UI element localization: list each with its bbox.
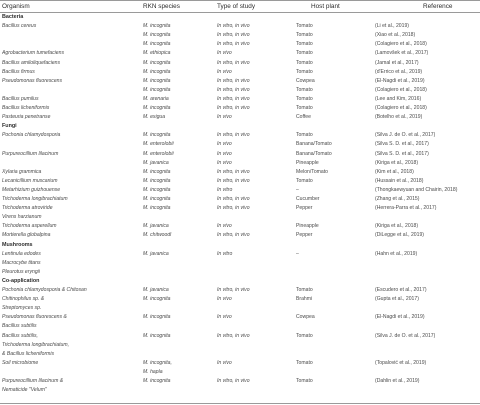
cell-host-plant: Banana/Tomato — [296, 150, 332, 157]
cell-study-type: In vivo — [217, 68, 232, 75]
table-row — [0, 69, 480, 76]
table-row — [0, 114, 480, 121]
cell-rkn-species: M. javanica — [143, 223, 169, 230]
header-reference: Reference — [423, 3, 453, 10]
table-row — [0, 378, 480, 385]
cell-organism: Pleurotus eryngii — [2, 268, 40, 275]
cell-rkn-species: M. incognita — [143, 205, 171, 212]
table-row — [0, 360, 480, 367]
table-row — [0, 132, 480, 139]
cell-reference: (Dahlin et al., 2019) — [375, 378, 420, 384]
section-label: Fungi — [2, 123, 17, 130]
cell-organism: Trichoderma longibrachiatum — [2, 196, 68, 202]
table-row — [0, 232, 480, 239]
cell-reference: (Silva J. de O. et al., 2017) — [375, 332, 436, 339]
cell-study-type: In vivo — [217, 314, 232, 321]
cell-study-type: In vitro, in vivo — [217, 287, 250, 293]
cell-reference: (Silva S. D. et al., 2017) — [375, 150, 429, 157]
cell-reference: (Topalović et al., 2019) — [375, 359, 427, 366]
cell-rkn-species: M. arenaria — [143, 95, 169, 102]
cell-organism: Bacillus licheniformis — [2, 105, 50, 111]
section-row — [0, 14, 480, 21]
cell-host-plant: Tomato — [296, 41, 313, 48]
cell-host-plant: Pepper — [296, 205, 313, 212]
cell-host-plant: Tomato — [296, 95, 313, 102]
cell-study-type: In vivo — [217, 114, 232, 121]
section-label: Bacteria — [2, 14, 24, 20]
cell-rkn-species: M. incognita — [143, 186, 171, 193]
table-row — [0, 260, 480, 267]
table-row — [0, 205, 480, 212]
cell-rkn-species: M. incognita — [143, 23, 171, 30]
cell-host-plant: Tomato — [296, 105, 313, 111]
header-organism: Organism — [2, 3, 30, 10]
cell-host-plant: Tomato — [296, 86, 313, 93]
cell-host-plant: Tomato — [296, 68, 313, 75]
cell-reference: (Lamovšek et al., 2017) — [375, 50, 429, 57]
cell-reference: (DiLegge et al., 2019) — [375, 232, 424, 239]
cell-study-type: In vivo — [217, 150, 232, 157]
table-row — [0, 214, 480, 221]
cell-study-type: In vitro, in vivo — [217, 41, 250, 48]
cell-rkn-species: M. javanica — [143, 159, 169, 166]
cell-rkn-species: M. incognita — [143, 177, 171, 184]
cell-organism: Pseudomonas fluorescens & — [2, 314, 67, 321]
cell-reference: (Gupta et al., 2017) — [375, 296, 419, 303]
cell-study-type: In vivo — [217, 141, 232, 148]
cell-organism: Pochonia chlamydosporia & Chitosan — [2, 287, 87, 293]
cell-organism: Xylaria grammica — [2, 168, 42, 175]
cell-study-type: In vitro, in vivo — [217, 86, 250, 93]
cell-host-plant: Tomato — [296, 378, 313, 384]
table-row — [0, 351, 480, 358]
cell-reference: (Colagiero et al., 2018) — [375, 86, 427, 93]
cell-study-type: In vivo — [217, 223, 232, 230]
cell-organism: Trichoderma longibrachiatum, — [2, 341, 70, 348]
cell-rkn-species: M. incognita — [143, 314, 171, 321]
table-row — [0, 78, 480, 85]
cell-host-plant: – — [296, 250, 299, 257]
cell-rkn-species: M. incognita — [143, 41, 171, 48]
table-row — [0, 196, 480, 203]
table-bottom-rule — [0, 403, 480, 404]
cell-reference: (Xiao et al., 2018) — [375, 32, 416, 39]
cell-rkn-species: M. incognita — [143, 332, 171, 339]
cell-study-type: In vivo — [217, 296, 232, 303]
cell-reference: (d'Errico et al., 2019) — [375, 68, 423, 75]
cell-host-plant: Coffee — [296, 114, 311, 121]
section-row — [0, 123, 480, 130]
cell-organism: Soil microbiome — [2, 359, 39, 366]
table-row — [0, 342, 480, 349]
table-row — [0, 96, 480, 103]
cell-reference: (Zhang et al., 2015) — [375, 196, 420, 202]
cell-study-type: In vitro, in vivo — [217, 378, 250, 384]
cell-rkn-species: M. incognita — [143, 196, 171, 202]
cell-reference: (Botelho et al., 2019) — [375, 114, 423, 121]
table-row — [0, 323, 480, 330]
cell-rkn-species: M. incognita — [143, 68, 171, 75]
table-row — [0, 314, 480, 321]
cell-study-type: In vitro, in vivo — [217, 95, 250, 102]
cell-study-type: In vitro, in vivo — [217, 196, 250, 202]
table-row — [0, 178, 480, 185]
cell-organism: Bacillus firmus — [2, 68, 35, 75]
table-row — [0, 50, 480, 57]
cell-rkn-species: M. incognita — [143, 77, 171, 84]
cell-study-type: In vitro, in vivo — [217, 132, 250, 139]
cell-organism: Bacillus subtilis, — [2, 332, 38, 339]
table-row — [0, 296, 480, 303]
header-rkn-species: RKN species — [143, 3, 180, 10]
cell-host-plant: Tomato — [296, 50, 313, 57]
table-row — [0, 151, 480, 158]
cell-organism: Bacillus pumilus — [2, 95, 39, 102]
cell-reference: (Colagiero et al., 2018) — [375, 105, 427, 111]
cell-reference: (Herrera-Parra et al., 2017) — [375, 205, 437, 212]
cell-host-plant: Tomato — [296, 177, 313, 184]
cell-organism: Pochonia chlamydosporia — [2, 132, 61, 139]
table-row — [0, 187, 480, 194]
cell-organism: Pasteuria penetranse — [2, 114, 51, 121]
cell-rkn-species: M. chitwoodi — [143, 232, 172, 239]
cell-rkn-species: M. enterolobii — [143, 141, 174, 148]
cell-study-type: In vitro — [217, 186, 233, 193]
cell-host-plant: Cowpea — [296, 314, 315, 321]
cell-host-plant: Tomato — [296, 32, 313, 39]
section-row — [0, 278, 480, 285]
cell-organism: Streptomyces sp. — [2, 305, 42, 312]
cell-rkn-species: M. incognita — [143, 59, 171, 66]
table-row — [0, 223, 480, 230]
cell-study-type: In vivo — [217, 50, 232, 57]
cell-organism: Bacillus subtilis — [2, 323, 37, 330]
table-row — [0, 60, 480, 67]
cell-rkn-species: M. exigua — [143, 114, 166, 121]
cell-organism: Nematicide "Velum" — [2, 387, 47, 394]
cell-organism: & Bacillus licheniformis — [2, 350, 55, 357]
table-row — [0, 32, 480, 39]
cell-rkn-species: M. incognita — [143, 132, 171, 139]
cell-organism: Mortierella globalpina — [2, 232, 51, 239]
cell-organism: Lecanicillium muscarium — [2, 177, 58, 184]
table-row — [0, 87, 480, 94]
cell-reference: (Kiriga et al., 2018) — [375, 159, 419, 166]
cell-study-type: In vitro, in vivo — [217, 59, 250, 66]
cell-host-plant: Tomato — [296, 359, 313, 366]
cell-organism: Trichoderma asperellum — [2, 223, 57, 230]
header-type-of-study: Type of study — [217, 3, 256, 10]
cell-rkn-species: M. incognita, — [143, 359, 172, 366]
cell-organism: Agrobacterium tumefaciens — [2, 50, 65, 57]
cell-rkn-species: M. incognita — [143, 86, 171, 93]
cell-organism: Chitinophilus sp. & — [2, 296, 45, 303]
table-row — [0, 269, 480, 276]
section-label: Mushrooms — [2, 241, 33, 248]
section-row — [0, 242, 480, 249]
table-row — [0, 333, 480, 340]
cell-study-type: In vivo — [217, 359, 232, 366]
cell-host-plant: Melon/Tomato — [296, 168, 328, 175]
cell-host-plant: Pineapple — [296, 159, 319, 166]
cell-reference: (Hahn et al., 2019) — [375, 250, 418, 257]
cell-organism: Bacillus amiloliquefaciens — [2, 59, 61, 66]
cell-host-plant: Tomato — [296, 132, 313, 139]
table-row — [0, 305, 480, 312]
cell-host-plant: Tomato — [296, 23, 313, 30]
cell-reference: (Kiriga et al., 2018) — [375, 223, 419, 230]
cell-host-plant: Pepper — [296, 232, 313, 239]
cell-organism: Pseudomonas fluorescens — [2, 77, 63, 84]
table-row — [0, 251, 480, 258]
cell-rkn-species: M. incognita — [143, 32, 171, 39]
cell-reference: (Thongkaewyuan and Chairin, 2018) — [375, 186, 458, 193]
cell-study-type: In vitro, in vivo — [217, 77, 250, 84]
table-row — [0, 287, 480, 294]
cell-host-plant: – — [296, 186, 299, 193]
cell-organism: Bacillus cereus — [2, 23, 37, 30]
cell-rkn-species: M. incognita — [143, 105, 171, 111]
table-row — [0, 141, 480, 148]
table-row — [0, 41, 480, 48]
cell-reference: (El-Nagdi et al., 2019) — [375, 77, 425, 84]
cell-study-type: In vivo — [217, 159, 232, 166]
cell-study-type: In vitro, in vivo — [217, 23, 250, 30]
header-host-plant: Host plant — [311, 3, 340, 10]
cell-rkn-species: M. javanica — [143, 287, 169, 293]
table-row — [0, 369, 480, 376]
cell-organism: Virens harzianum — [2, 214, 42, 221]
table-row — [0, 23, 480, 30]
cell-organism: Purpureocillium lilacinum — [2, 150, 59, 157]
cell-reference: (Jamal et al., 2017) — [375, 59, 419, 66]
table-row — [0, 169, 480, 176]
cell-host-plant: Banana/Tomato — [296, 141, 332, 148]
cell-reference: (Kim et al., 2018) — [375, 168, 414, 175]
cell-reference: (Escudero et al., 2017) — [375, 287, 427, 293]
cell-organism: Lentinula edodes — [2, 250, 41, 257]
cell-host-plant: Cowpea — [296, 77, 315, 84]
cell-study-type: In vitro, in vivo — [217, 205, 250, 212]
cell-study-type: In vitro, in vivo — [217, 332, 250, 339]
cell-host-plant: Tomato — [296, 59, 313, 66]
table-row — [0, 387, 480, 394]
cell-reference: (El-Nagdi et al., 2019) — [375, 314, 425, 321]
cell-organism: Metarhizium guizhouense — [2, 186, 61, 193]
cell-reference: (Hussain et al., 2018) — [375, 177, 424, 184]
cell-rkn-species: M. incognita — [143, 378, 171, 384]
cell-organism: Purpureocillium lilacinum & — [2, 378, 64, 384]
table-row — [0, 105, 480, 112]
cell-host-plant: Pineapple — [296, 223, 319, 230]
cell-rkn-species: M. incognita — [143, 168, 171, 175]
cell-reference: (Silva J. de O. et al., 2017) — [375, 132, 436, 139]
cell-host-plant: Brahmi — [296, 296, 313, 303]
cell-study-type: In vitro, in vivo — [217, 32, 250, 39]
cell-rkn-species: M. ethiopica — [143, 50, 171, 57]
cell-reference: (Silva S. D. et al., 2017) — [375, 141, 429, 148]
cell-rkn-species: M. enterolobii — [143, 150, 174, 157]
cell-reference: (Colagiero et al., 2018) — [375, 41, 427, 48]
section-label: Co-application — [2, 277, 40, 284]
cell-study-type: In vitro, in vivo — [217, 177, 250, 184]
cell-rkn-species: M. hapla — [143, 368, 163, 375]
cell-study-type: In vitro, in vivo — [217, 168, 250, 175]
table-row — [0, 160, 480, 167]
cell-rkn-species: M. incognita — [143, 296, 171, 303]
cell-host-plant: Tomato — [296, 332, 313, 339]
cell-study-type: In vitro — [217, 250, 233, 257]
cell-reference: (Lee and Kim, 2016) — [375, 95, 422, 102]
cell-study-type: In vitro, in vivo — [217, 232, 250, 239]
cell-host-plant: Cucumber — [296, 196, 320, 202]
cell-host-plant: Tomato — [296, 287, 313, 293]
cell-organism: Macrocybe titans — [2, 259, 41, 266]
cell-study-type: In vitro, in vivo — [217, 105, 250, 111]
cell-reference: (Li et al., 2019) — [375, 23, 409, 30]
cell-rkn-species: M. javanica — [143, 250, 169, 257]
cell-organism: Trichoderma atroviride — [2, 205, 53, 212]
table-header — [0, 0, 480, 13]
